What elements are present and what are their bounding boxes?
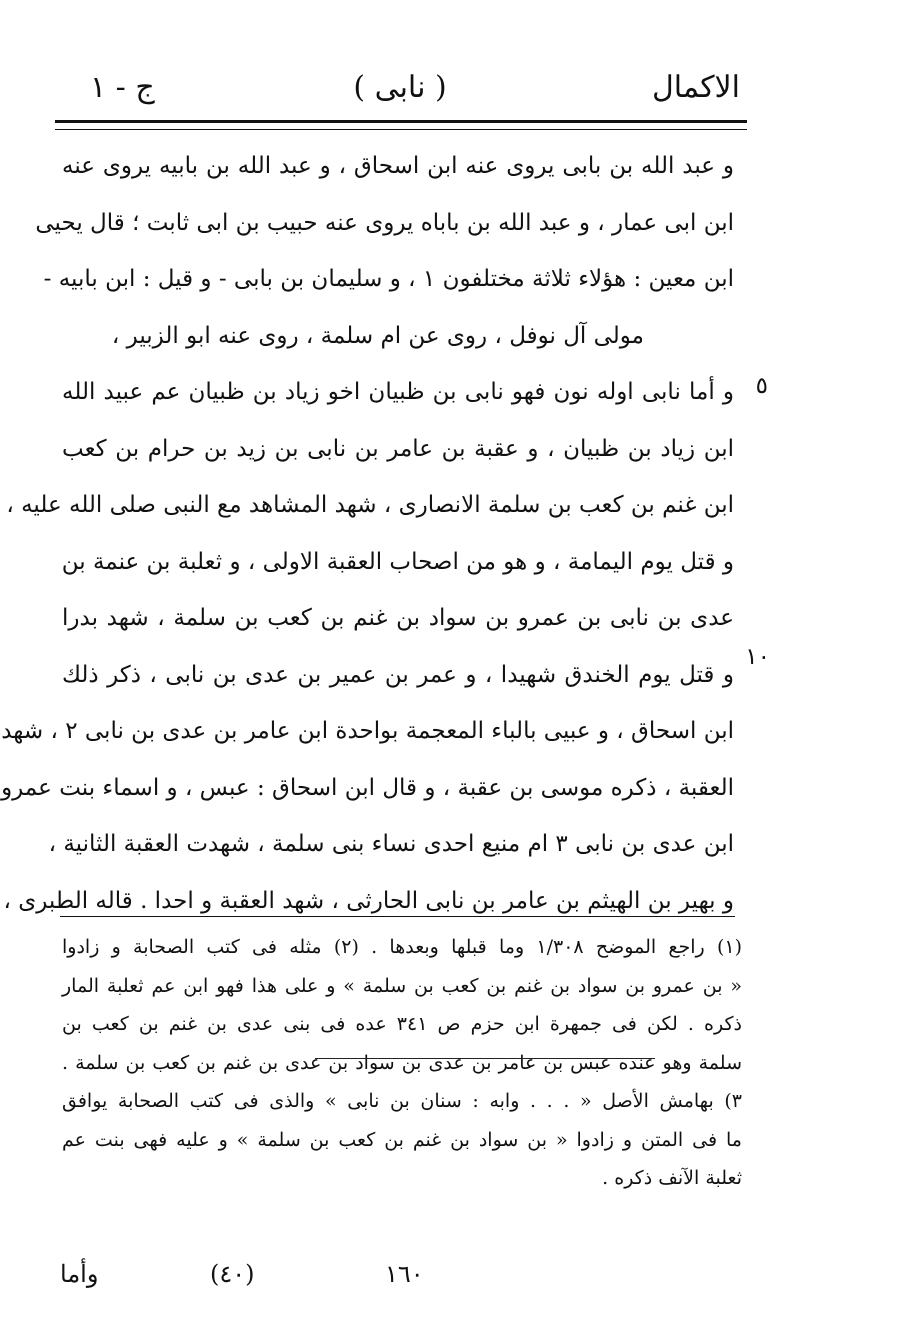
footnote-line: ما فى المتن و زادوا « بن سواد بن غنم بن كعب بن سلمة » و عليه فهى بنت عم (62, 1128, 742, 1151)
text-line: ابن ابى عمار ، و عبد الله بن باباه يروى عنه حبيب بن ابى ثابت ؛ قال يحيى (35, 209, 734, 236)
text-line: ابن معين : هؤلاء ثلاثة مختلفون ١ ، و سليمان بن بابى - و قيل : ابن بابيه - (43, 266, 734, 292)
footnote-line: (١) راجع الموضح ١/٣٠٨ وما قبلها وبعدها . (٢) مثله فى كتب الصحابة و زادوا (62, 936, 743, 958)
text-line: ابن زياد بن ظبيان ، و عقبة بن عامر بن نابى بن زيد بن حرام بن كعب (62, 435, 734, 462)
volume-number: ج - ١ (90, 70, 155, 105)
line-number-10: ١٠ (745, 644, 770, 670)
text-line: و عبد الله بن بابى يروى عنه ابن اسحاق ، و عبد الله بن بابيه يروى عنه (62, 153, 734, 179)
footnote-line: ثعلبة الآنف ذكره . (602, 1167, 742, 1189)
text-line: عدى بن نابى بن عمرو بن سواد بن غنم بن كعب بن سلمة ، شهد بدرا (62, 605, 734, 631)
text-line: و أما نابى اوله نون فهو نابى بن ظبيان اخو زياد بن ظبيان عم عبيد الله (62, 379, 734, 405)
section-title: ( نابى ) (353, 70, 447, 105)
footnote-line: سلمة وهو عنده عبس بن عامر بن عدى بن سواد بن عدى بن غنم بن كعب بن سلمة . (62, 1051, 742, 1074)
footnote-line: ذكره . لكن فى جمهرة ابن حزم ص ٣٤١ عده فى بنى عدى بن غنم بن كعب بن (62, 1013, 742, 1035)
text-line: العقبة ، ذكره موسى بن عقبة ، و قال ابن اسحاق : عبس ، و اسماء بنت عمرو (1, 774, 734, 801)
footnote-separator (60, 916, 735, 917)
text-line: مولى آل نوفل ، روى عن ام سلمة ، روى عنه ابو الزبير ، (111, 322, 644, 349)
text-line: ابن غنم بن كعب بن سلمة الانصارى ، شهد المشاهد مع النبى صلى الله عليه ، (6, 492, 734, 518)
page-number: ١٦٠ (385, 1260, 424, 1288)
footnote-line: « بن عمرو بن سواد بن غنم بن كعب بن سلمة » و على هذا فهو ابن عم ثعلبة المار (62, 974, 742, 997)
text-line: ابن عدى بن نابى ٣ ام منيع احدى نساء بنى سلمة ، شهدت العقبة الثانية ، (48, 831, 734, 857)
line-number-5: ٥ (755, 373, 768, 399)
main-text (1, 138, 734, 929)
footnotes (62, 928, 742, 1198)
sheet-number: (٤٠) (210, 1260, 255, 1288)
text-line: و بهير بن الهيثم بن عامر بن نابى الحارثى ، شهد العقبة و احدا . قاله الطبرى ، (3, 887, 734, 914)
running-header (60, 66, 740, 114)
text-line: ابن اسحاق ، و عبيى بالباء المعجمة بواحدة ابن عامر بن عدى بن نابى ٢ ، شهد (1, 718, 734, 744)
header-rule (55, 120, 747, 130)
book-title: الاكمال (651, 70, 740, 105)
text-line: و قتل يوم الخندق شهيدا ، و عمر بن عمير بن عدى بن نابى ، ذكر ذلك (62, 661, 734, 688)
text-line: و قتل يوم اليمامة ، و هو من اصحاب العقبة الاولى ، و ثعلبة بن عنمة بن (61, 548, 734, 575)
footnote-line: ٣) بهامش الأصل « . . . وابه : سنان بن نابى » والذى فى كتب الصحابة يوافق (62, 1090, 742, 1112)
page-footer (60, 1256, 740, 1296)
handwritten-underline (315, 1058, 655, 1059)
catchword: وأما (60, 1260, 99, 1288)
